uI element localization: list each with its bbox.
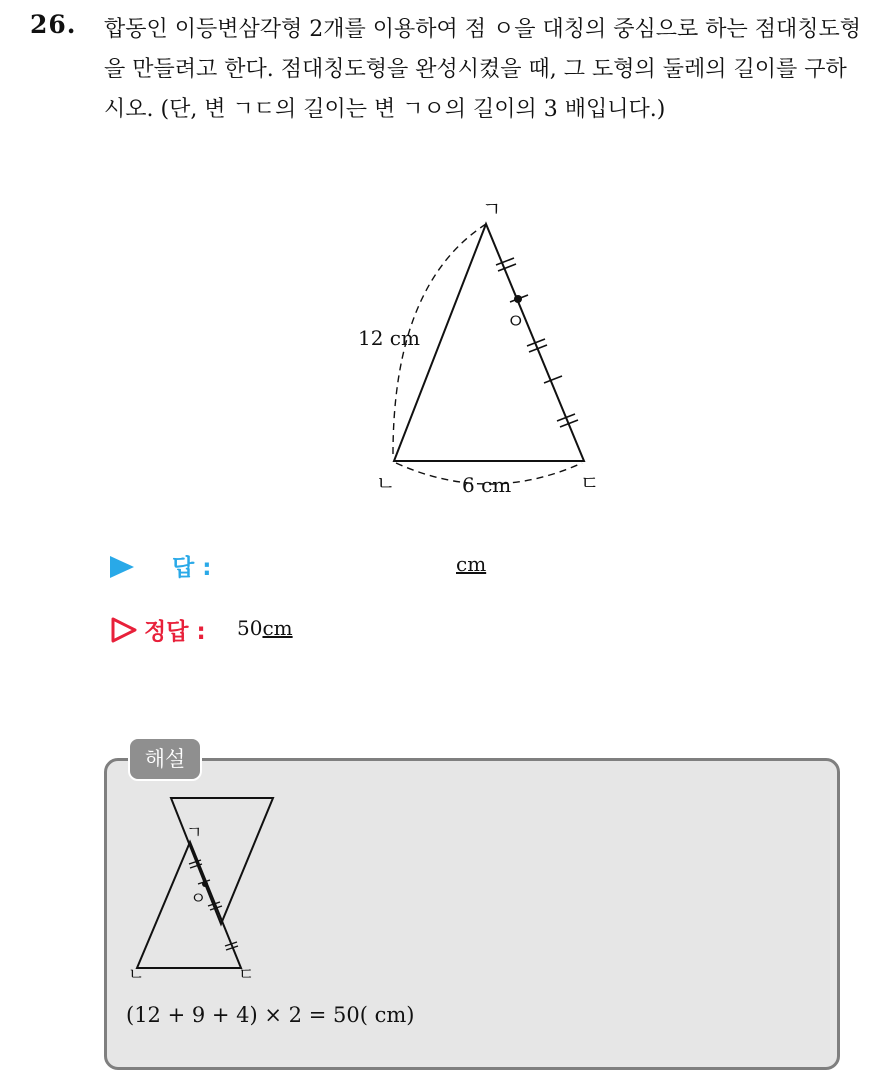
exp-vertex-left-label: ㄴ [128,965,145,985]
outline-arrow-icon [110,616,138,644]
explanation-formula: (12 + 9 + 4) × 2 = 50( cm) [126,1003,415,1027]
correct-value: 50 [237,616,263,640]
answer-unit: cm [456,552,487,576]
answer-label: 답 : [172,555,212,581]
correct-label: 정답 : [144,619,206,645]
side-length-label: 12 cm [358,326,420,350]
vertex-left-label: ㄴ [376,471,396,495]
question-number: 26. [30,10,77,39]
play-arrow-icon [110,556,134,578]
exp-vertex-top-label: ㄱ [186,823,203,843]
exp-center-label: ㅇ [190,889,207,909]
vertex-right-label: ㄷ [580,471,600,495]
exp-vertex-right-label: ㄷ [238,965,255,985]
center-point-dot [514,295,522,303]
vertex-top-label: ㄱ [482,197,502,221]
base-length-label: 6 cm [462,473,512,497]
explanation-tab: 해설 [128,737,202,781]
equal-tick-marks [496,258,578,427]
center-point-label: ㅇ [506,309,526,333]
correct-unit: cm [262,616,293,640]
correct-value-group [237,616,293,640]
triangle-shape [394,224,584,461]
question-text: 합동인 이등변삼각형 2개를 이용하여 점 ㅇ을 대칭의 중심으로 하는 점대칭도형을 만들려고 한다. 점대칭도형을 완성시켰을 때, 그 도형의 둘레의 길이를 구하시오. (단, 변 ㄱㄷ의 길이는 변 ㄱㅇ의 길이의 3 배입니다.) [104,17,862,122]
